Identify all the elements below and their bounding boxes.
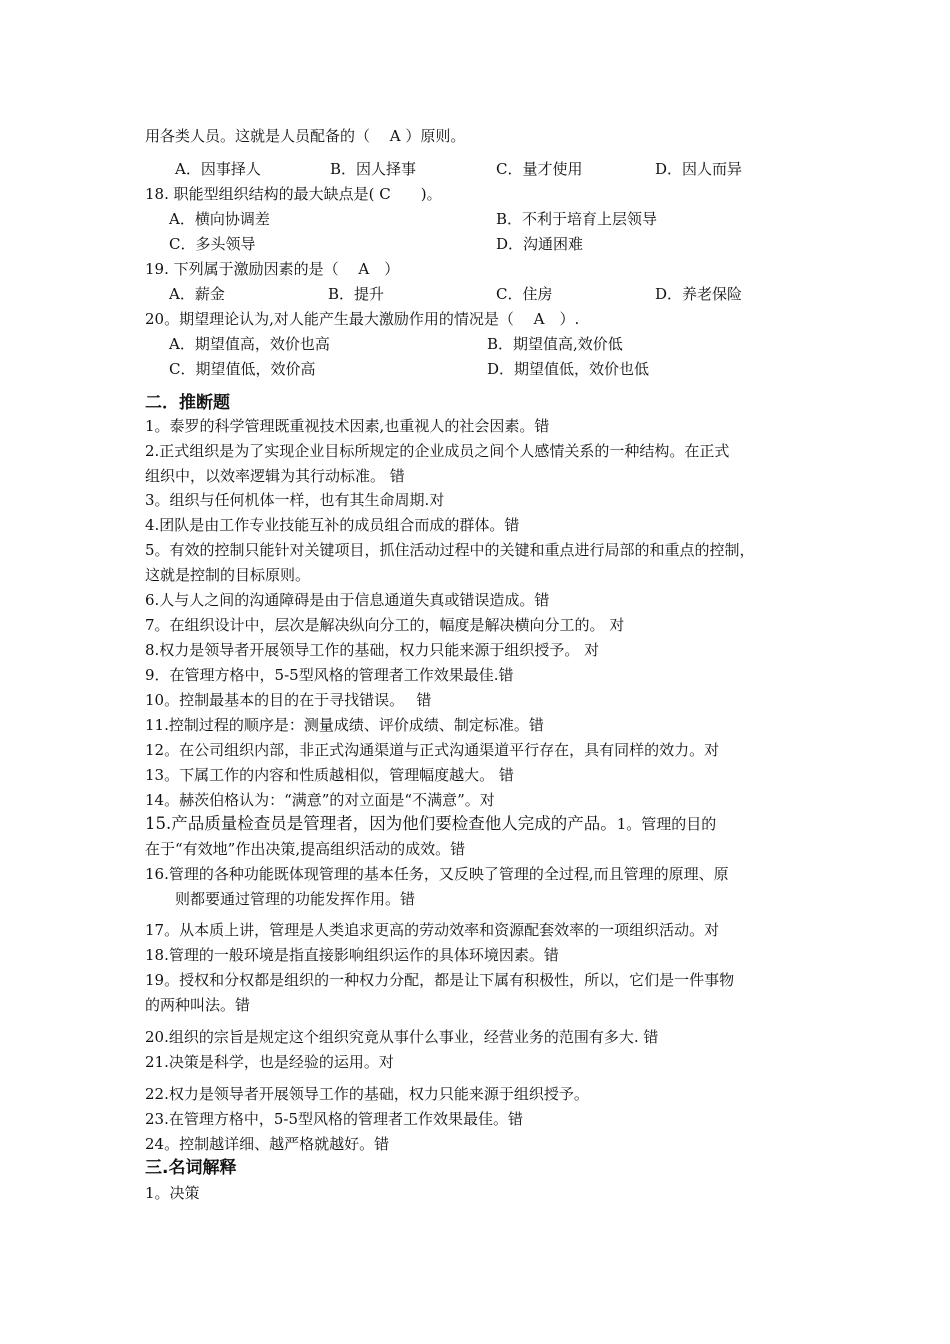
q18-option-d: D．沟通困难 <box>496 235 584 253</box>
judgement-item: 11.控制过程的顺序是：测量成绩、评价成绩、制定标准。错 <box>145 716 544 734</box>
q19-option-c: C．住房 <box>496 285 553 303</box>
judgement-item: 13。下属工作的内容和性质越相似，管理幅度越大。 错 <box>145 766 514 784</box>
judgement-item: 的两种叫法。错 <box>145 996 251 1014</box>
q19-option-a: A．薪金 <box>169 285 225 303</box>
judgement-item: 6.人与人之间的沟通障碍是由于信息通道失真或错误造成。错 <box>145 591 550 609</box>
q18-text: 18. 职能型组织结构的最大缺点是( C )。 <box>145 185 442 203</box>
judgement-item: 在于“有效地”作出决策,提高组织活动的成效。错 <box>145 840 466 858</box>
judgement-item-15-suffix: 1。管理的目的 <box>616 815 717 833</box>
judgement-item: 组织中，以效率逻辑为其行动标准。 错 <box>145 467 405 485</box>
judgement-item: 16.管理的各种功能既体现管理的基本任务，又反映了管理的全过程,而且管理的原理、原 <box>145 865 729 883</box>
judgement-item: 12。在公司组织内部，非正式沟通渠道与正式沟通渠道平行存在，具有同样的效力。对 <box>145 741 720 759</box>
q17-option-d: D．因人而异 <box>655 160 743 178</box>
q20-option-c: C．期望值低，效价高 <box>169 360 316 378</box>
q18-option-a: A．横向协调差 <box>169 210 270 228</box>
term-item: 1。决策 <box>145 1184 200 1202</box>
judgement-item: 9．在管理方格中，5-5型风格的管理者工作效果最佳.错 <box>145 666 514 684</box>
judgement-item: 3。组织与任何机体一样，也有其生命周期.对 <box>145 491 445 509</box>
q17-tail: 用各类人员。这就是人员配备的（ A ）原则。 <box>145 127 466 145</box>
q20-option-a: A．期望值高，效价也高 <box>169 335 330 353</box>
judgement-item: 24。控制越详细、越严格就越好。错 <box>145 1135 390 1153</box>
section-2-heading: 二．推断题 <box>145 393 230 413</box>
judgement-item: 5。有效的控制只能针对关键项目，抓住活动过程中的关键和重点进行局部的和重点的控制， <box>145 541 755 559</box>
judgement-item: 这就是控制的目标原则。 <box>145 566 311 584</box>
judgement-item: 17。从本质上讲，管理是人类追求更高的劳动效率和资源配套效率的一项组织活动。对 <box>145 921 720 939</box>
section-3-heading: 三.名词解释 <box>145 1158 237 1178</box>
judgement-item: 2.正式组织是为了实现企业目标所规定的企业成员之间个人感情关系的一种结构。在正式 <box>145 442 730 460</box>
q17-option-c: C．量才使用 <box>496 160 583 178</box>
q19-option-d: D．养老保险 <box>655 285 743 303</box>
judgement-item: 1。泰罗的科学管理既重视技术因素,也重视人的社会因素。错 <box>145 417 550 435</box>
judgement-item: 则都要通过管理的功能发挥作用。错 <box>175 890 416 908</box>
judgement-item: 23.在管理方格中，5-5型风格的管理者工作效果最佳。错 <box>145 1110 524 1128</box>
q19-text: 19. 下列属于激励因素的是（ A ） <box>145 260 400 278</box>
judgement-item: 7。在组织设计中，层次是解决纵向分工的，幅度是解决横向分工的。 对 <box>145 616 625 634</box>
judgement-item: 22.权力是领导者开展领导工作的基础，权力只能来源于组织授予。 <box>145 1085 589 1103</box>
judgement-item-15-line1 <box>145 814 716 834</box>
q18-option-b: B．不利于培育上层领导 <box>496 210 658 228</box>
judgement-item-15-main: 15.产品质量检查员是管理者，因为他们要检查他人完成的产品。 <box>145 814 617 833</box>
q20-text: 20。期望理论认为,对人能产生最大激励作用的情况是（ A ）. <box>145 310 580 328</box>
q18-option-c: C．多头领导 <box>169 235 256 253</box>
judgement-item: 18.管理的一般环境是指直接影响组织运作的具体环境因素。错 <box>145 946 559 964</box>
judgement-item: 19。授权和分权都是组织的一种权力分配，都是让下属有积极性，所以，它们是一件事物 <box>145 971 735 989</box>
q17-option-a: A．因事择人 <box>175 160 261 178</box>
judgement-item: 14。赫茨伯格认为：“满意”的对立面是“不满意”。对 <box>145 791 495 809</box>
judgement-item: 8.权力是领导者开展领导工作的基础，权力只能来源于组织授予。 对 <box>145 641 600 659</box>
judgement-item: 4.团队是由工作专业技能互补的成员组合而成的群体。错 <box>145 516 520 534</box>
q20-option-d: D．期望值低，效价也低 <box>487 360 650 378</box>
q17-option-b: B．因人择事 <box>330 160 417 178</box>
judgement-item: 10。控制最基本的目的在于寻找错误。 错 <box>145 691 432 709</box>
q20-option-b: B．期望值高,效价低 <box>487 335 623 353</box>
judgement-item: 21.决策是科学，也是经验的运用。对 <box>145 1053 394 1071</box>
judgement-item: 20.组织的宗旨是规定这个组织究竟从事什么事业，经营业务的范围有多大. 错 <box>145 1028 659 1046</box>
q19-option-b: B．提升 <box>328 285 385 303</box>
